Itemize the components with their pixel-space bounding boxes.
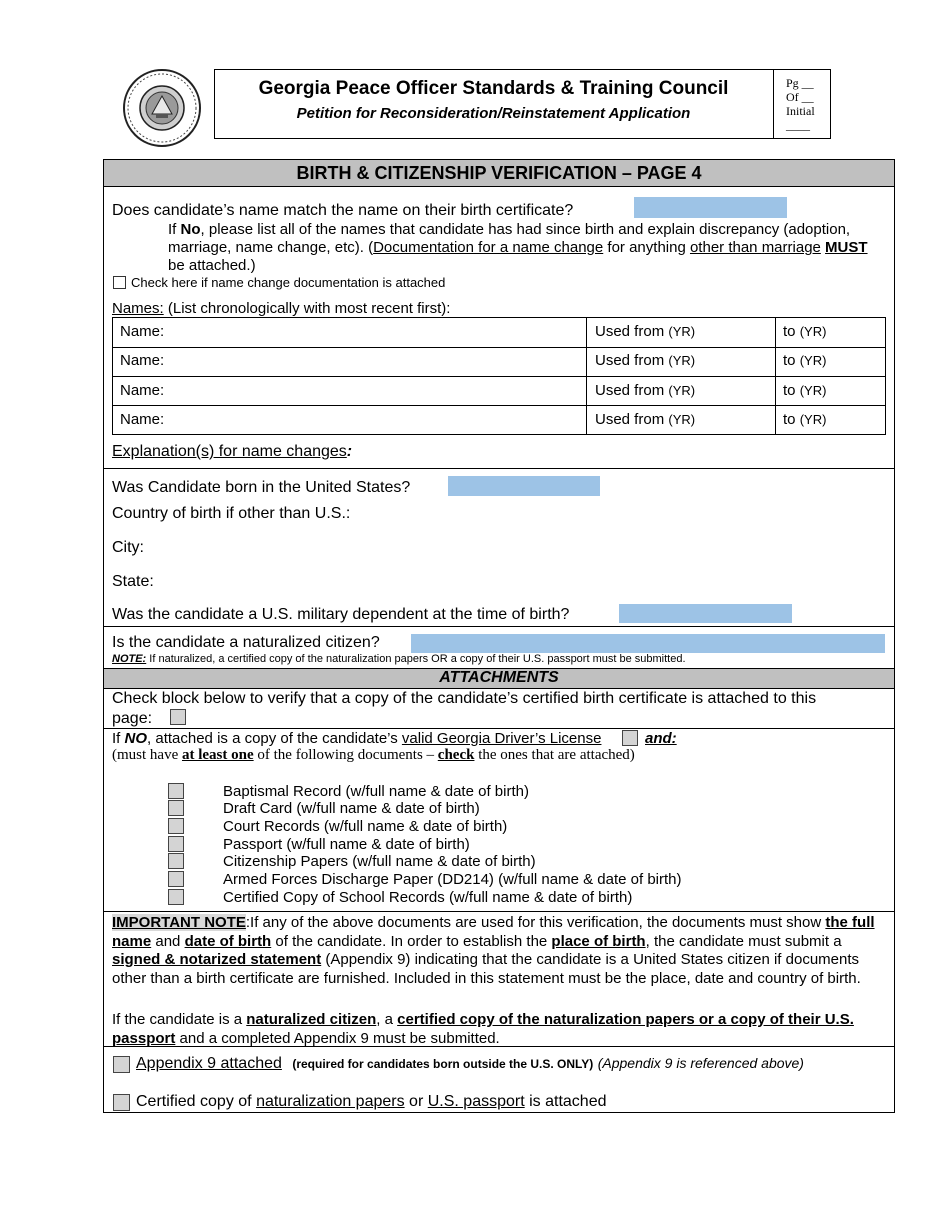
section-title: BIRTH & CITIZENSHIP VERIFICATION – PAGE 4: [296, 163, 702, 183]
divider-important: [104, 1046, 894, 1047]
born-us-question: Was Candidate born in the United States?: [112, 479, 411, 496]
name-change-doc-checkbox[interactable]: [113, 276, 126, 289]
divider-documents: [104, 911, 894, 912]
name-row-1-name[interactable]: Name:: [120, 323, 165, 340]
appendix-9-line: Appendix 9 attached (required for candidates born outside the U.S. ONLY) (Appendix 9 is referenced above): [136, 1055, 804, 1072]
doc-checkbox-citizenship[interactable]: [168, 853, 184, 869]
doc-label-dd214: Armed Forces Discharge Paper (DD214) (w/full name & date of birth): [223, 871, 682, 888]
name-match-instructions: If No, please list all of the names that candidate has had since birth and explain discrepancy (adoption, marriage, name change, etc). (Documentation for a name change for anything other than marriage MUST be attached.): [168, 221, 868, 274]
doc-checkbox-passport[interactable]: [168, 836, 184, 852]
doc-label-passport: Passport (w/full name & date of birth): [223, 836, 470, 853]
certified-copy-line: Certified copy of naturalization papers or U.S. passport is attached: [136, 1093, 607, 1110]
divider-birth-cert: [104, 728, 894, 729]
name-match-answer-field[interactable]: [634, 197, 787, 218]
city-label[interactable]: City:: [112, 539, 144, 556]
initial-line: ____: [786, 118, 810, 132]
birth-cert-checkbox[interactable]: [170, 709, 186, 725]
doc-checkbox-baptismal[interactable]: [168, 783, 184, 799]
doc-label-draft-card: Draft Card (w/full name & date of birth): [223, 800, 480, 817]
doc-label-school-records: Certified Copy of School Records (w/full name & date of birth): [223, 889, 633, 906]
important-note: IMPORTANT NOTE:If any of the above documents are used for this verification, the documents must show the full name and date of birth of the candidate. In order to establish the place of birth, the candidate must submit a signed & notarized statement (Appendix 9) indicating that the candidate is a United States citizen if documents other than a birth certificate are furnished. Included in this statement must be the place, date and country of birth.: [112, 914, 875, 987]
pg-label: Pg __: [786, 76, 814, 90]
drivers-license-line: If NO, attached is a copy of the candidate’s valid Georgia Driver’s License: [112, 730, 602, 747]
doc-checkbox-court-records[interactable]: [168, 818, 184, 834]
explanation-label[interactable]: Explanation(s) for name changes:: [112, 443, 353, 460]
naturalized-answer-field[interactable]: [411, 634, 885, 653]
drivers-license-checkbox[interactable]: [622, 730, 638, 746]
country-of-birth-label[interactable]: Country of birth if other than U.S.:: [112, 505, 351, 522]
name-row-3-name[interactable]: Name:: [120, 382, 165, 399]
name-row-4-used[interactable]: Used from (YR): [595, 411, 696, 428]
birth-cert-page-label: page:: [112, 710, 153, 727]
important-note-naturalized: If the candidate is a naturalized citizen, a certified copy of the naturalization papers or a copy of their U.S. passport and a completed Appendix 9 must be submitted.: [112, 1011, 854, 1047]
divider-birth: [104, 626, 894, 627]
name-match-question: Does candidate’s name match the name on their birth certificate?: [112, 202, 574, 219]
header-subtitle: Petition for Reconsideration/Reinstatement Application: [296, 105, 691, 122]
documents-instruction: (must have at least one of the following documents – check the ones that are attached): [112, 747, 635, 763]
name-row-1-to[interactable]: to (YR): [783, 323, 827, 340]
doc-checkbox-dd214[interactable]: [168, 871, 184, 887]
doc-label-court-records: Court Records (w/full name & date of birth): [223, 818, 508, 835]
name-row-3-used[interactable]: Used from (YR): [595, 382, 696, 399]
naturalized-note: NOTE: If naturalized, a certified copy of the naturalization papers OR a copy of their U.S. passport must be submitted.: [112, 653, 686, 665]
name-row-1-used[interactable]: Used from (YR): [595, 323, 696, 340]
name-row-4-to[interactable]: to (YR): [783, 411, 827, 428]
doc-label-citizenship: Citizenship Papers (w/full name & date of birth): [223, 853, 536, 870]
attachments-title: ATTACHMENTS: [439, 669, 559, 686]
birth-cert-verify-text: Check block below to verify that a copy of the candidate’s certified birth certificate is attached to this: [112, 690, 817, 707]
name-row-2-used[interactable]: Used from (YR): [595, 352, 696, 369]
certified-copy-checkbox[interactable]: [113, 1094, 130, 1111]
names-label: Names: (List chronologically with most recent first):: [112, 300, 451, 317]
names-row-divider-2: [112, 376, 886, 377]
of-label: Of __: [786, 90, 814, 104]
doc-checkbox-school-records[interactable]: [168, 889, 184, 905]
georgia-post-seal: [122, 68, 202, 148]
name-change-doc-label: Check here if name change documentation is attached: [131, 275, 446, 290]
name-row-3-to[interactable]: to (YR): [783, 382, 827, 399]
military-dependent-answer-field[interactable]: [619, 604, 792, 623]
doc-checkbox-draft-card[interactable]: [168, 800, 184, 816]
drivers-license-and: and:: [645, 730, 677, 747]
military-dependent-question: Was the candidate a U.S. military dependent at the time of birth?: [112, 606, 570, 623]
name-row-4-name[interactable]: Name:: [120, 411, 165, 428]
divider-explanation: [104, 468, 894, 469]
naturalized-question: Is the candidate a naturalized citizen?: [112, 634, 380, 651]
doc-label-baptismal: Baptismal Record (w/full name & date of birth): [223, 783, 529, 800]
names-row-divider-1: [112, 347, 886, 348]
state-label[interactable]: State:: [112, 573, 154, 590]
initial-label: Initial: [786, 104, 815, 118]
appendix-9-checkbox[interactable]: [113, 1056, 130, 1073]
born-us-answer-field[interactable]: [448, 476, 600, 496]
names-row-divider-3: [112, 405, 886, 406]
name-row-2-name[interactable]: Name:: [120, 352, 165, 369]
name-row-2-to[interactable]: to (YR): [783, 352, 827, 369]
header-title: Georgia Peace Officer Standards & Training Council: [258, 78, 729, 99]
